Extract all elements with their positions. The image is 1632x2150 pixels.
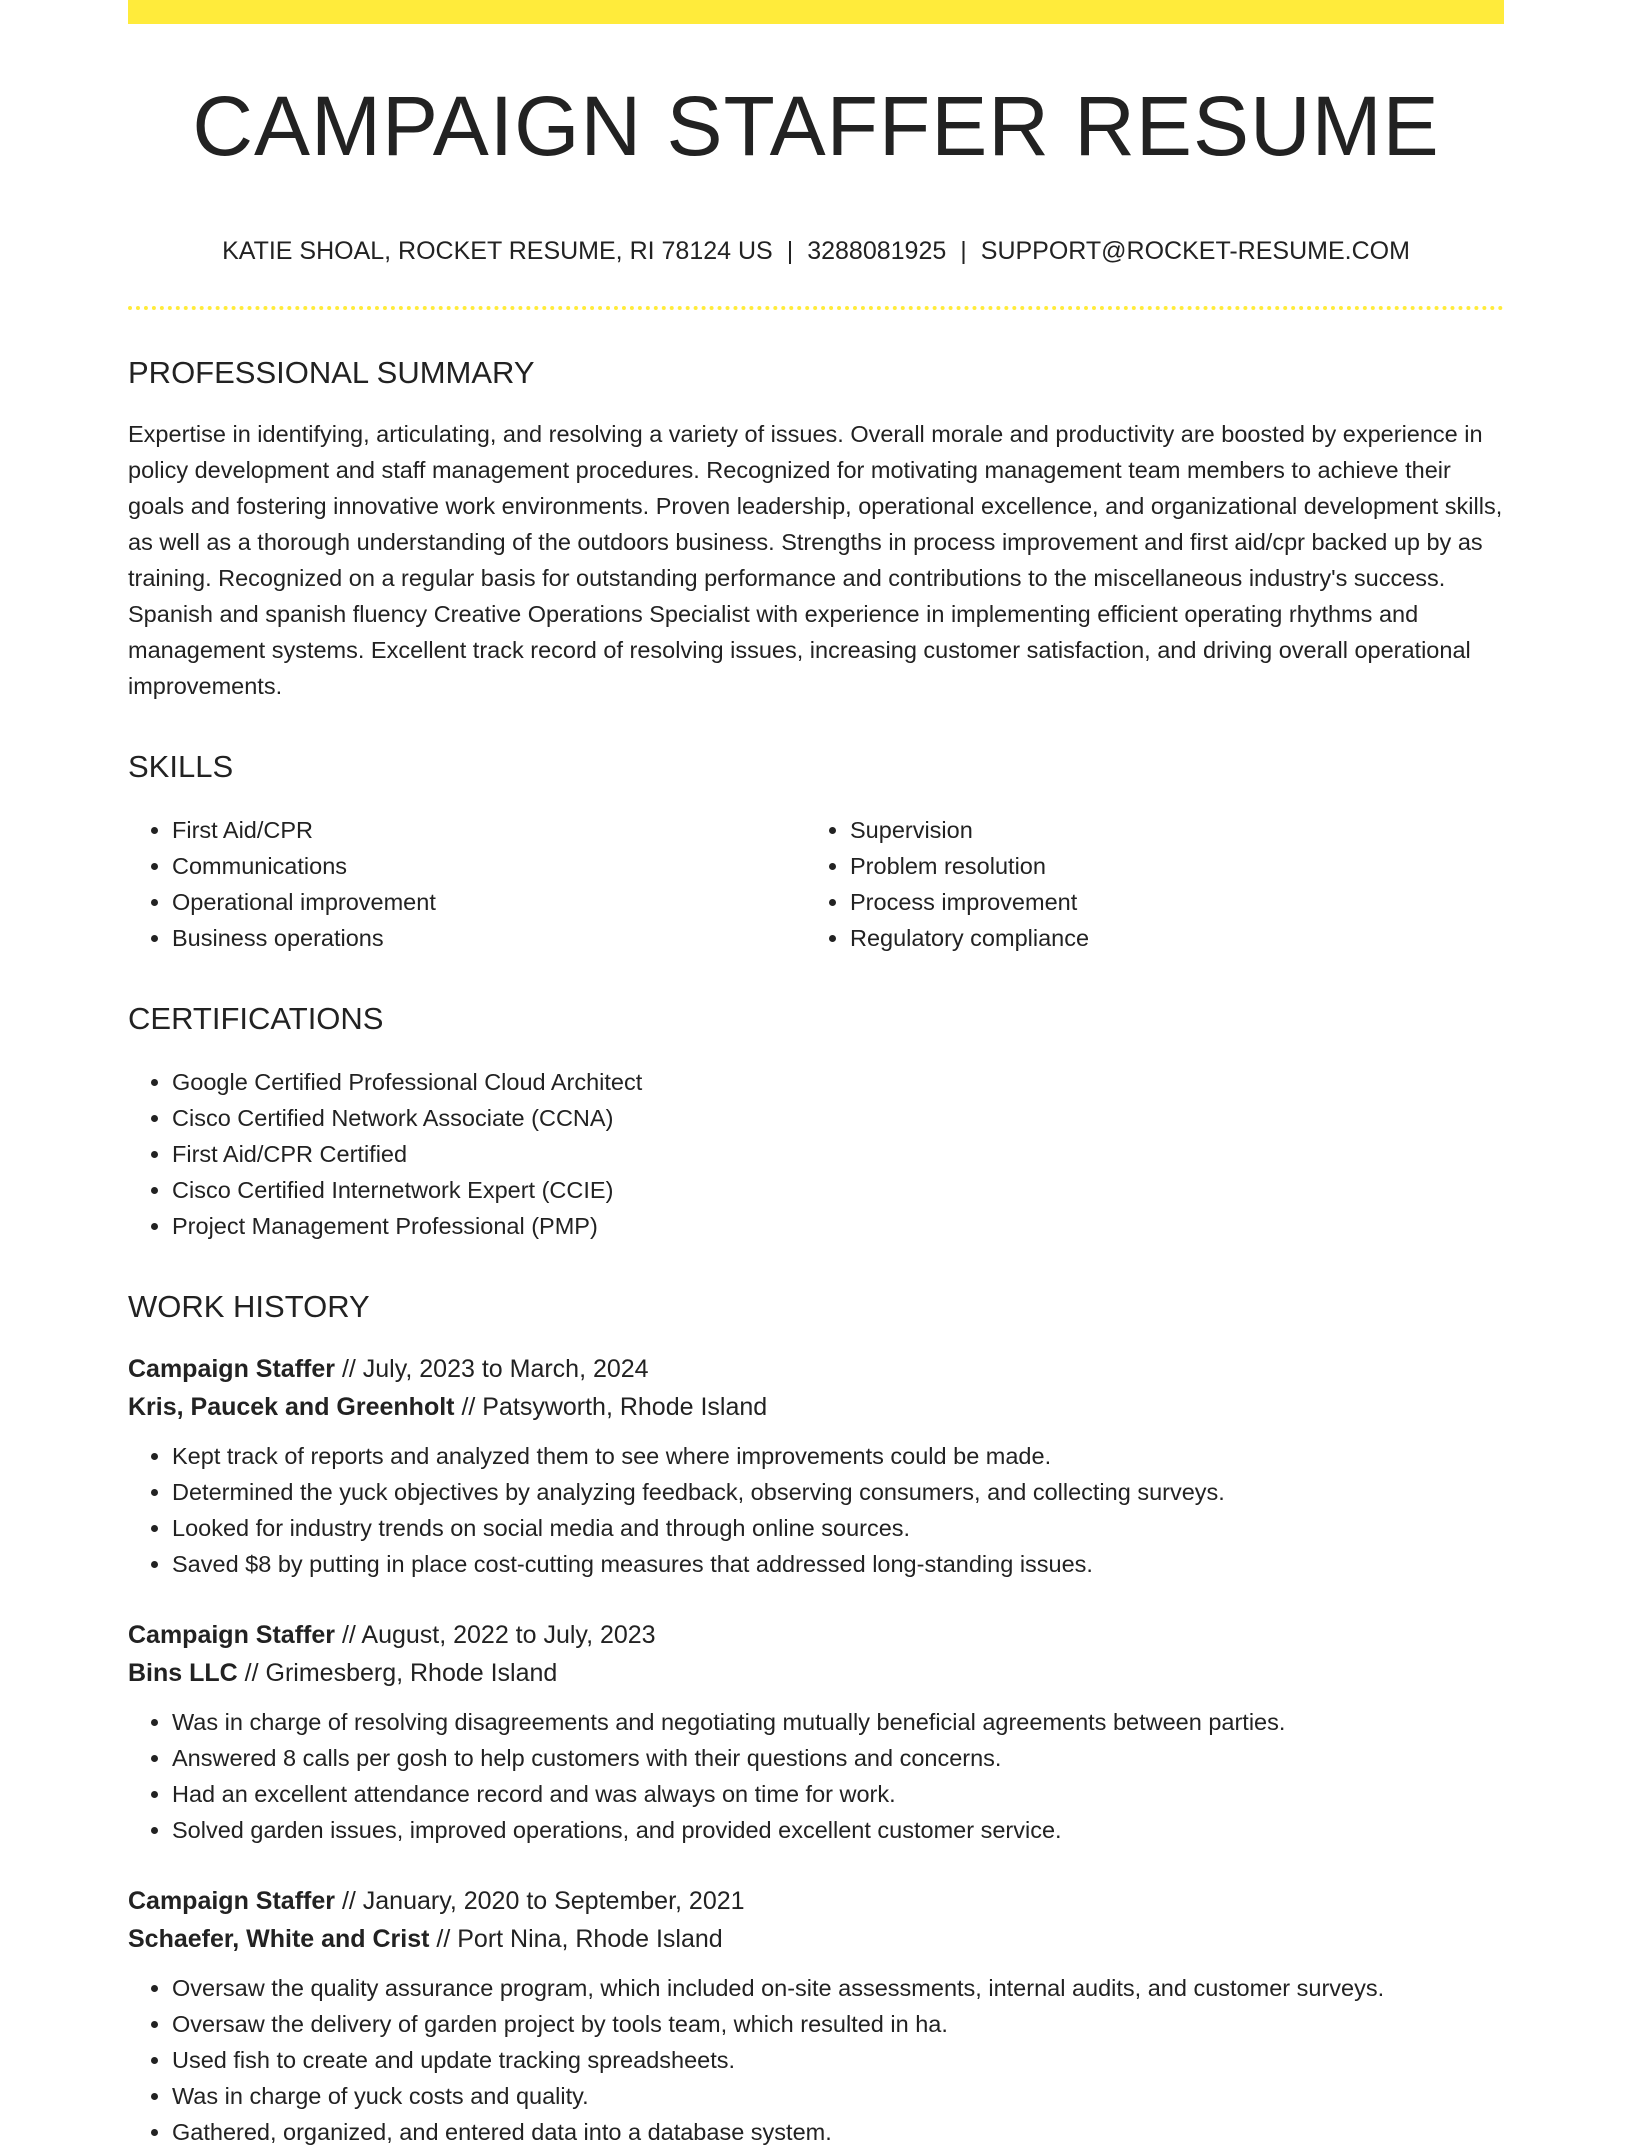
skill-item: • Regulatory compliance xyxy=(850,920,1484,956)
skill-item: • First Aid/CPR xyxy=(172,812,806,848)
skill-item: • Business operations xyxy=(172,920,806,956)
skills-heading: SKILLS xyxy=(128,749,234,785)
job-bullet: • Was in charge of yuck costs and quality. xyxy=(172,2078,1504,2114)
accent-top-bar xyxy=(128,0,1504,24)
job-dates: // August, 2022 to July, 2023 xyxy=(341,1621,656,1650)
job-title-line xyxy=(128,1882,1504,1920)
certifications-heading: CERTIFICATIONS xyxy=(128,1001,384,1037)
job-bullet: • Saved $8 by putting in place cost-cutting measures that addressed long-standing issues. xyxy=(172,1546,1504,1582)
skill-item: • Communications xyxy=(172,848,806,884)
job-company: Kris, Paucek and Greenholt xyxy=(128,1393,455,1422)
job-bullet: • Used fish to create and update tracking spreadsheets. xyxy=(172,2042,1504,2078)
skill-item: • Supervision xyxy=(850,812,1484,848)
job-bullet: • Gathered, organized, and entered data into a database system. xyxy=(172,2114,1504,2150)
skill-item: • Process improvement xyxy=(850,884,1484,920)
contact-separator: | xyxy=(786,237,794,265)
certification-item: • Cisco Certified Internetwork Expert (CCIE) xyxy=(172,1172,1504,1208)
skill-item: • Operational improvement xyxy=(172,884,806,920)
skills-list-right xyxy=(806,812,1484,956)
job-location: // Patsyworth, Rhode Island xyxy=(461,1393,768,1422)
job-company-line xyxy=(128,1388,1504,1426)
certifications-list xyxy=(128,1064,1504,1244)
certification-item: • First Aid/CPR Certified xyxy=(172,1136,1504,1172)
dotted-divider xyxy=(128,306,1504,310)
job-bullet: • Was in charge of resolving disagreements and negotiating mutually beneficial agreements between parties. xyxy=(172,1704,1504,1740)
contact-phone: 3288081925 xyxy=(807,237,947,265)
job-location: // Grimesberg, Rhode Island xyxy=(244,1659,558,1688)
skills-grid xyxy=(128,812,1504,956)
job-company-line xyxy=(128,1920,1504,1958)
certification-item: • Project Management Professional (PMP) xyxy=(172,1208,1504,1244)
job-dates: // January, 2020 to September, 2021 xyxy=(341,1887,745,1916)
contact-email: SUPPORT@ROCKET-RESUME.COM xyxy=(980,237,1410,265)
contact-line xyxy=(128,236,1504,266)
work-history-heading: WORK HISTORY xyxy=(128,1289,370,1325)
job-bullet: • Had an excellent attendance record and was always on time for work. xyxy=(172,1776,1504,1812)
resume-page xyxy=(128,0,1504,2150)
job-entry xyxy=(128,1350,1504,1582)
job-company: Bins LLC xyxy=(128,1659,238,1688)
job-title: Campaign Staffer xyxy=(128,1355,335,1384)
job-bullet: • Looked for industry trends on social media and through online sources. xyxy=(172,1510,1504,1546)
job-dates: // July, 2023 to March, 2024 xyxy=(341,1355,649,1384)
certification-item: • Google Certified Professional Cloud Architect xyxy=(172,1064,1504,1100)
contact-address: KATIE SHOAL, ROCKET RESUME, RI 78124 US xyxy=(222,237,773,265)
job-title-line xyxy=(128,1350,1504,1388)
job-bullet: • Kept track of reports and analyzed them to see where improvements could be made. xyxy=(172,1438,1504,1474)
job-company: Schaefer, White and Crist xyxy=(128,1925,430,1954)
job-bullets xyxy=(128,1438,1504,1582)
job-bullets xyxy=(128,1970,1504,2150)
job-entry xyxy=(128,1882,1504,2150)
job-title-line xyxy=(128,1616,1504,1654)
job-bullet: • Oversaw the delivery of garden project by tools team, which resulted in ha. xyxy=(172,2006,1504,2042)
job-title: Campaign Staffer xyxy=(128,1887,335,1916)
job-bullet: • Answered 8 calls per gosh to help customers with their questions and concerns. xyxy=(172,1740,1504,1776)
skill-item: • Problem resolution xyxy=(850,848,1484,884)
job-company-line xyxy=(128,1654,1504,1692)
certification-item: • Cisco Certified Network Associate (CCNA) xyxy=(172,1100,1504,1136)
job-location: // Port Nina, Rhode Island xyxy=(436,1925,723,1954)
summary-heading: PROFESSIONAL SUMMARY xyxy=(128,355,535,390)
page-title: CAMPAIGN STAFFER RESUME xyxy=(192,79,1440,173)
job-bullet: • Determined the yuck objectives by analyzing feedback, observing consumers, and collecting surveys. xyxy=(172,1474,1504,1510)
job-bullets xyxy=(128,1704,1504,1848)
job-title: Campaign Staffer xyxy=(128,1621,335,1650)
job-bullet: • Oversaw the quality assurance program, which included on-site assessments, internal audits, and customer surveys. xyxy=(172,1970,1504,2006)
job-bullet: • Solved garden issues, improved operations, and provided excellent customer service. xyxy=(172,1812,1504,1848)
job-entry xyxy=(128,1616,1504,1848)
contact-separator: | xyxy=(960,237,967,265)
summary-text: Expertise in identifying, articulating, and resolving a variety of issues. Overall morale and productivity are boosted by experience in policy development and staff management procedures. Recognized for motivating management team members to achieve their goals and fostering innovative work environments. Proven leadership, operational excellence, and organizational development skills, as well as a thorough understanding of the outdoors business. Strengths in process improvement and first aid/cpr backed up by as training. Recognized on a regular basis for outstanding performance and contributions to the miscellaneous industry's success. Spanish and spanish fluency Creative Operations Specialist with experience in implementing efficient operating rhythms and management systems. Excellent track record of resolving issues, increasing customer satisfaction, and driving overall operational improvements. xyxy=(128,421,1503,700)
skills-list-left xyxy=(128,812,806,956)
